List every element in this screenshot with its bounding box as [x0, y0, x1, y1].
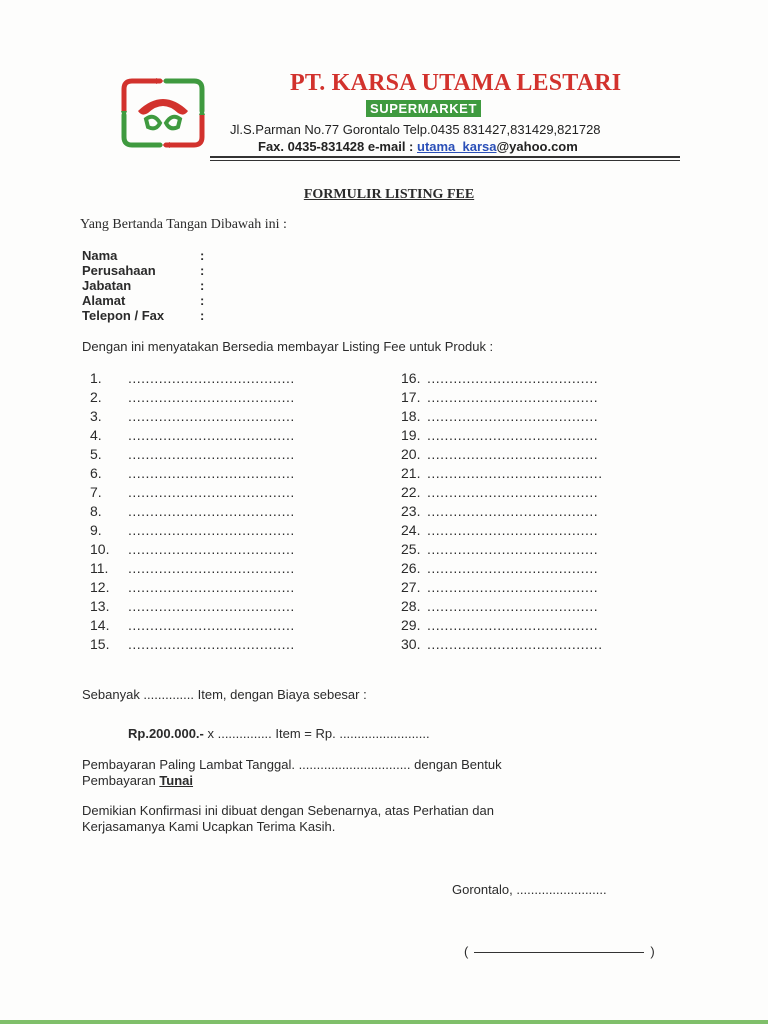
field-colon: :: [200, 278, 205, 293]
fee-formula: x ............... Item = Rp. .........................: [203, 726, 430, 741]
item-number: 22.: [401, 484, 421, 500]
payment-method-line: [82, 773, 193, 788]
item-blank: ......................................: [128, 522, 295, 538]
list-item: [90, 521, 295, 540]
field-label: Alamat: [82, 293, 126, 308]
company-name: PT. KARSA UTAMA LESTARI: [290, 70, 622, 96]
company-contact: [258, 139, 578, 154]
identity-fields: [82, 248, 204, 323]
list-item: [90, 445, 295, 464]
item-number: 29.: [401, 617, 421, 633]
item-blank: .......................................: [427, 541, 599, 557]
leaf-emblem-icon: [120, 77, 206, 149]
item-number: 19.: [401, 427, 421, 443]
field-perusahaan: [82, 263, 204, 278]
header-divider: [210, 156, 680, 158]
item-blank: .......................................: [427, 389, 599, 405]
list-item: [401, 369, 603, 388]
item-blank: ........................................: [427, 636, 603, 652]
list-item: [90, 483, 295, 502]
signature-line: [474, 952, 644, 953]
item-number: 12.: [90, 579, 110, 595]
closing-line: Demikian Konfirmasi ini dibuat dengan Sebenarnya, atas Perhatian dan: [82, 803, 494, 818]
item-count-line: Sebanyak .............. Item, dengan Biaya sebesar :: [82, 687, 367, 702]
list-item: [401, 559, 603, 578]
item-blank: ......................................: [128, 446, 295, 462]
item-blank: .......................................: [427, 503, 599, 519]
item-blank: ......................................: [128, 541, 295, 557]
item-blank: .......................................: [427, 598, 599, 614]
list-item: [401, 616, 603, 635]
item-blank: .......................................: [427, 446, 599, 462]
field-label: Nama: [82, 248, 118, 263]
item-number: 10.: [90, 541, 110, 557]
field-colon: :: [200, 248, 205, 263]
place-date: Gorontalo, .........................: [452, 882, 607, 897]
item-blank: ......................................: [128, 503, 295, 519]
item-number: 7.: [90, 484, 102, 500]
item-blank: .......................................: [427, 617, 599, 633]
list-item: [90, 502, 295, 521]
company-address: Jl.S.Parman No.77 Gorontalo Telp.0435 831427,831429,821728: [230, 122, 601, 137]
field-label: Jabatan: [82, 278, 132, 293]
item-blank: ......................................: [128, 408, 295, 424]
item-number: 6.: [90, 465, 102, 481]
item-number: 1.: [90, 370, 102, 386]
list-item: [401, 483, 603, 502]
item-number: 27.: [401, 579, 421, 595]
list-item: [90, 559, 295, 578]
product-list-left: [90, 369, 295, 654]
supermarket-badge: SUPERMARKET: [366, 100, 481, 117]
list-item: [90, 464, 295, 483]
field-colon: :: [200, 308, 205, 323]
item-blank: ......................................: [128, 389, 295, 405]
item-number: 14.: [90, 617, 110, 633]
closing-line: Kerjasamanya Kami Ucapkan Terima Kasih.: [82, 819, 336, 834]
field-label: Perusahaan: [82, 263, 156, 278]
list-item: [401, 597, 603, 616]
field-colon: :: [200, 293, 205, 308]
item-blank: ......................................: [128, 427, 295, 443]
email-link[interactable]: utama_karsa: [417, 139, 497, 154]
list-item: [90, 578, 295, 597]
item-number: 21.: [401, 465, 421, 481]
item-number: 5.: [90, 446, 102, 462]
fee-calculation: [128, 726, 430, 741]
contact-fax: Fax. 0435-831428 e-mail :: [258, 139, 417, 154]
item-blank: .......................................: [427, 579, 599, 595]
item-blank: .......................................: [427, 427, 599, 443]
item-number: 3.: [90, 408, 102, 424]
item-blank: ......................................: [128, 598, 295, 614]
payment-method-prefix: Pembayaran: [82, 773, 160, 788]
item-number: 9.: [90, 522, 102, 538]
product-list-right: [401, 369, 603, 654]
item-number: 16.: [401, 370, 421, 386]
item-blank: .......................................: [427, 484, 599, 500]
item-number: 11.: [90, 560, 109, 576]
item-blank: ......................................: [128, 560, 295, 576]
list-item: [90, 540, 295, 559]
item-number: 15.: [90, 636, 110, 652]
item-blank: ........................................: [427, 465, 603, 481]
item-number: 18.: [401, 408, 421, 424]
signature-open-paren: (: [464, 944, 469, 959]
item-number: 28.: [401, 598, 421, 614]
list-item: [90, 407, 295, 426]
item-blank: ......................................: [128, 579, 295, 595]
item-number: 24.: [401, 522, 421, 538]
header-divider-thin: [210, 160, 680, 161]
product-statement: Dengan ini menyatakan Bersedia membayar Listing Fee untuk Produk :: [82, 339, 494, 354]
payment-method: Tunai: [159, 773, 194, 788]
item-number: 2.: [90, 389, 102, 405]
item-number: 20.: [401, 446, 421, 462]
list-item: [90, 635, 295, 654]
item-blank: .......................................: [427, 522, 599, 538]
item-number: 23.: [401, 503, 421, 519]
fee-amount: Rp.200.000.-: [128, 726, 204, 741]
field-jabatan: [82, 278, 204, 293]
list-item: [401, 540, 603, 559]
field-telepon-fax: [82, 308, 204, 323]
item-number: 17.: [401, 389, 421, 405]
item-blank: ......................................: [128, 465, 295, 481]
item-blank: .......................................: [427, 408, 599, 424]
list-item: [90, 388, 295, 407]
list-item: [401, 578, 603, 597]
field-label: Telepon / Fax: [82, 308, 165, 323]
form-title: FORMULIR LISTING FEE: [303, 187, 475, 202]
payment-deadline: Pembayaran Paling Lambat Tanggal. ............................... dengan Bentuk: [82, 757, 502, 772]
item-number: 13.: [90, 598, 110, 614]
item-blank: ......................................: [128, 370, 295, 386]
form-intro: Yang Bertanda Tangan Dibawah ini :: [80, 217, 287, 232]
list-item: [401, 445, 603, 464]
signature-close-paren: ): [650, 944, 655, 959]
item-number: 30.: [401, 636, 421, 652]
page-bottom-edge: [0, 1020, 768, 1024]
list-item: [401, 407, 603, 426]
item-number: 26.: [401, 560, 421, 576]
item-blank: .......................................: [427, 560, 599, 576]
item-blank: .......................................: [427, 370, 599, 386]
list-item: [90, 369, 295, 388]
signature-area: [464, 944, 655, 959]
list-item: [401, 426, 603, 445]
item-blank: ......................................: [128, 617, 295, 633]
field-colon: :: [200, 263, 205, 278]
item-number: 25.: [401, 541, 421, 557]
closing-statement: [82, 803, 494, 835]
field-nama: [82, 248, 204, 263]
list-item: [90, 616, 295, 635]
list-item: [401, 521, 603, 540]
item-blank: ......................................: [128, 484, 295, 500]
item-blank: ......................................: [128, 636, 295, 652]
list-item: [401, 502, 603, 521]
list-item: [401, 388, 603, 407]
field-alamat: [82, 293, 204, 308]
list-item: [90, 426, 295, 445]
list-item: [401, 464, 603, 483]
item-number: 8.: [90, 503, 102, 519]
list-item: [401, 635, 603, 654]
email-domain: @yahoo.com: [496, 139, 578, 154]
item-number: 4.: [90, 427, 102, 443]
list-item: [90, 597, 295, 616]
